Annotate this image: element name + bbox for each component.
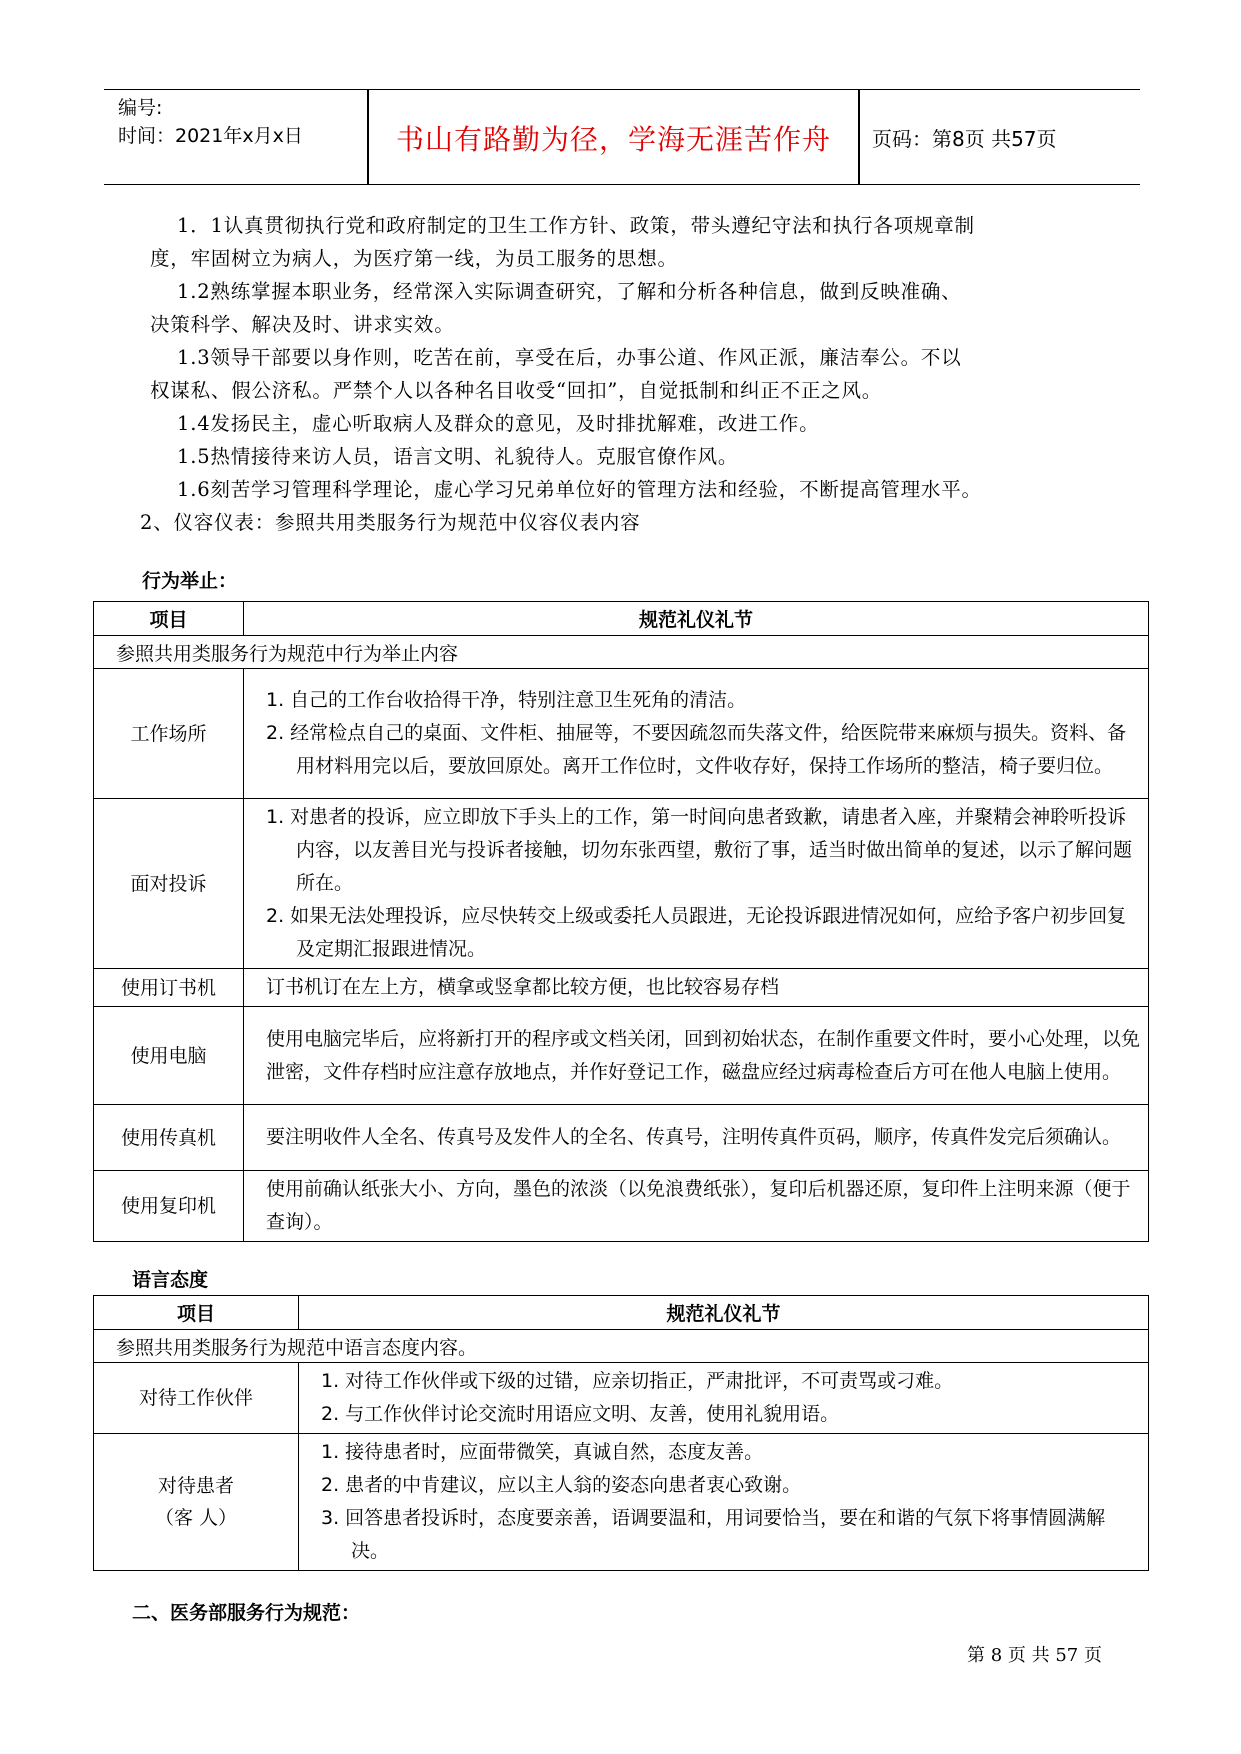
behavior-title: 行为举止： (142, 570, 238, 592)
intro-item: 1.6刻苦学习管理科学理论，虚心学习兄弟单位好的管理方法和经验，不断提高管理水平。 (177, 478, 982, 501)
list-item: 1. 对患者的投诉，应立即放下手头上的工作，第一时间向患者致歉，请患者入座，并聚精会神聆听投诉内容，以友善目光与投诉者接触，切勿东张西望，敷衍了事，适当时做出简单的复述，以示了解问题所在。 (266, 806, 1133, 894)
column-header-item: 项目 (94, 1296, 299, 1330)
behavior-table (93, 601, 1149, 1242)
row-label: 使用复印机 (94, 1171, 244, 1242)
row-content: 订书机订在左上方，横拿或竖拿都比较方便，也比较容易存档 (244, 969, 1149, 1007)
table-row (94, 1363, 1149, 1434)
row-content: 要注明收件人全名、传真号及发件人的全名、传真号，注明传真件页码，顺序，传真件发完后须确认。 (244, 1105, 1149, 1171)
intro-item: 度，牢固树立为病人，为医疗第一线，为员工服务的思想。 (150, 247, 678, 270)
row-label: 对待工作伙伴 (94, 1363, 299, 1434)
list-item: 1. 对待工作伙伴或下级的过错，应亲切指正，严肃批评，不可责骂或刁难。 (321, 1370, 954, 1392)
intro-item: 1.5热情接待来访人员，语言文明、礼貌待人。克服官僚作风。 (177, 445, 739, 468)
row-label: 面对投诉 (94, 799, 244, 969)
intro-item: 权谋私、假公济私。严禁个人以各种名目收受“回扣”，自觉抵制和纠正不正之风。 (150, 379, 883, 402)
intro-item: 1.2熟练掌握本职业务，经常深入实际调查研究，了解和分析各种信息，做到反映准确、 (177, 280, 962, 303)
table-row (94, 1007, 1149, 1105)
column-header-item: 项目 (94, 602, 244, 636)
table-row (94, 1171, 1149, 1242)
table-row (94, 799, 1149, 969)
intro-item: 1.3领导干部要以身作则，吃苦在前，享受在后，办事公道、作风正派，廉洁奉公。不以 (177, 346, 962, 369)
row-label-line: （客 人） (154, 1507, 238, 1529)
column-header-spec: 规范礼仪礼节 (244, 602, 1149, 636)
appearance-item: 2、仪容仪表：参照共用类服务行为规范中仪容仪表内容 (140, 511, 641, 534)
column-header-spec: 规范礼仪礼节 (299, 1296, 1149, 1330)
list-item: 2. 患者的中肯建议，应以主人翁的姿态向患者衷心致谢。 (321, 1474, 802, 1496)
row-content (299, 1363, 1149, 1434)
row-label-line: 对待患者 (157, 1475, 234, 1497)
header-meta (118, 94, 303, 150)
document-time-label: 时间：2021年x月x日 (118, 125, 303, 147)
page-header (104, 89, 1140, 185)
intro-item: 决策科学、解决及时、讲求实效。 (150, 313, 455, 336)
header-page-info: 页码：第8页 共57页 (872, 127, 1057, 151)
reference-note: 参照共用类服务行为规范中语言态度内容。 (94, 1330, 1149, 1363)
row-label: 工作场所 (94, 669, 244, 799)
header-divider (858, 90, 860, 184)
intro-item: 1.4发扬民主，虚心听取病人及群众的意见，及时排扰解难，改进工作。 (177, 412, 820, 435)
document-number-label: 编号: (118, 97, 163, 119)
list-item: 2. 与工作伙伴讨论交流时用语应文明、友善，使用礼貌用语。 (321, 1403, 840, 1425)
table-header-row (94, 602, 1149, 636)
row-content: 使用电脑完毕后，应将新打开的程序或文档关闭，回到初始状态，在制作重要文件时，要小心处理，以免泄密，文件存档时应注意存放地点，并作好登记工作，磁盘应经过病毒检查后方可在他人电脑上使用。 (244, 1007, 1149, 1105)
section2-title: 二、医务部服务行为规范： (132, 1602, 361, 1624)
table-row (94, 636, 1149, 669)
language-table (93, 1295, 1149, 1571)
row-label: 使用电脑 (94, 1007, 244, 1105)
row-content (244, 669, 1149, 799)
row-content: 使用前确认纸张大小、方向，墨色的浓淡（以免浪费纸张），复印后机器还原，复印件上注明来源（便于查询）。 (244, 1171, 1149, 1242)
reference-note: 参照共用类服务行为规范中行为举止内容 (94, 636, 1149, 669)
list-item: 1. 自己的工作台收拾得干净，特别注意卫生死角的清洁。 (266, 689, 747, 711)
table-row (94, 969, 1149, 1007)
page-footer: 第 8 页 共 57 页 (967, 1645, 1102, 1666)
intro-section (140, 209, 1110, 539)
row-label: 使用传真机 (94, 1105, 244, 1171)
language-title: 语言态度 (132, 1269, 209, 1291)
row-content (244, 799, 1149, 969)
table-header-row (94, 1296, 1149, 1330)
table-row (94, 1330, 1149, 1363)
row-label (94, 1434, 299, 1571)
list-item: 1. 接待患者时，应面带微笑，真诚自然，态度友善。 (321, 1441, 764, 1463)
list-item: 2. 如果无法处理投诉，应尽快转交上级或委托人员跟进，无论投诉跟进情况如何，应给予客户初步回复及定期汇报跟进情况。 (266, 905, 1127, 960)
intro-item: 1．1认真贯彻执行党和政府制定的卫生工作方针、政策，带头遵纪守法和执行各项规章制 (177, 214, 975, 237)
table-row (94, 1434, 1149, 1571)
row-label: 使用订书机 (94, 969, 244, 1007)
header-motto: 书山有路勤为径，学海无涯苦作舟 (395, 123, 831, 156)
list-item: 3. 回答患者投诉时，态度要亲善，语调要温和，用词要恰当，要在和谐的气氛下将事情圆满解决。 (321, 1507, 1106, 1562)
table-row (94, 669, 1149, 799)
row-content (299, 1434, 1149, 1571)
table-row (94, 1105, 1149, 1171)
list-item: 2. 经常检点自己的桌面、文件柜、抽屉等，不要因疏忽而失落文件，给医院带来麻烦与损失。资料、备用材料用完以后，要放回原处。离开工作位时，文件收存好，保持工作场所的整洁，椅子要归位。 (266, 722, 1127, 777)
